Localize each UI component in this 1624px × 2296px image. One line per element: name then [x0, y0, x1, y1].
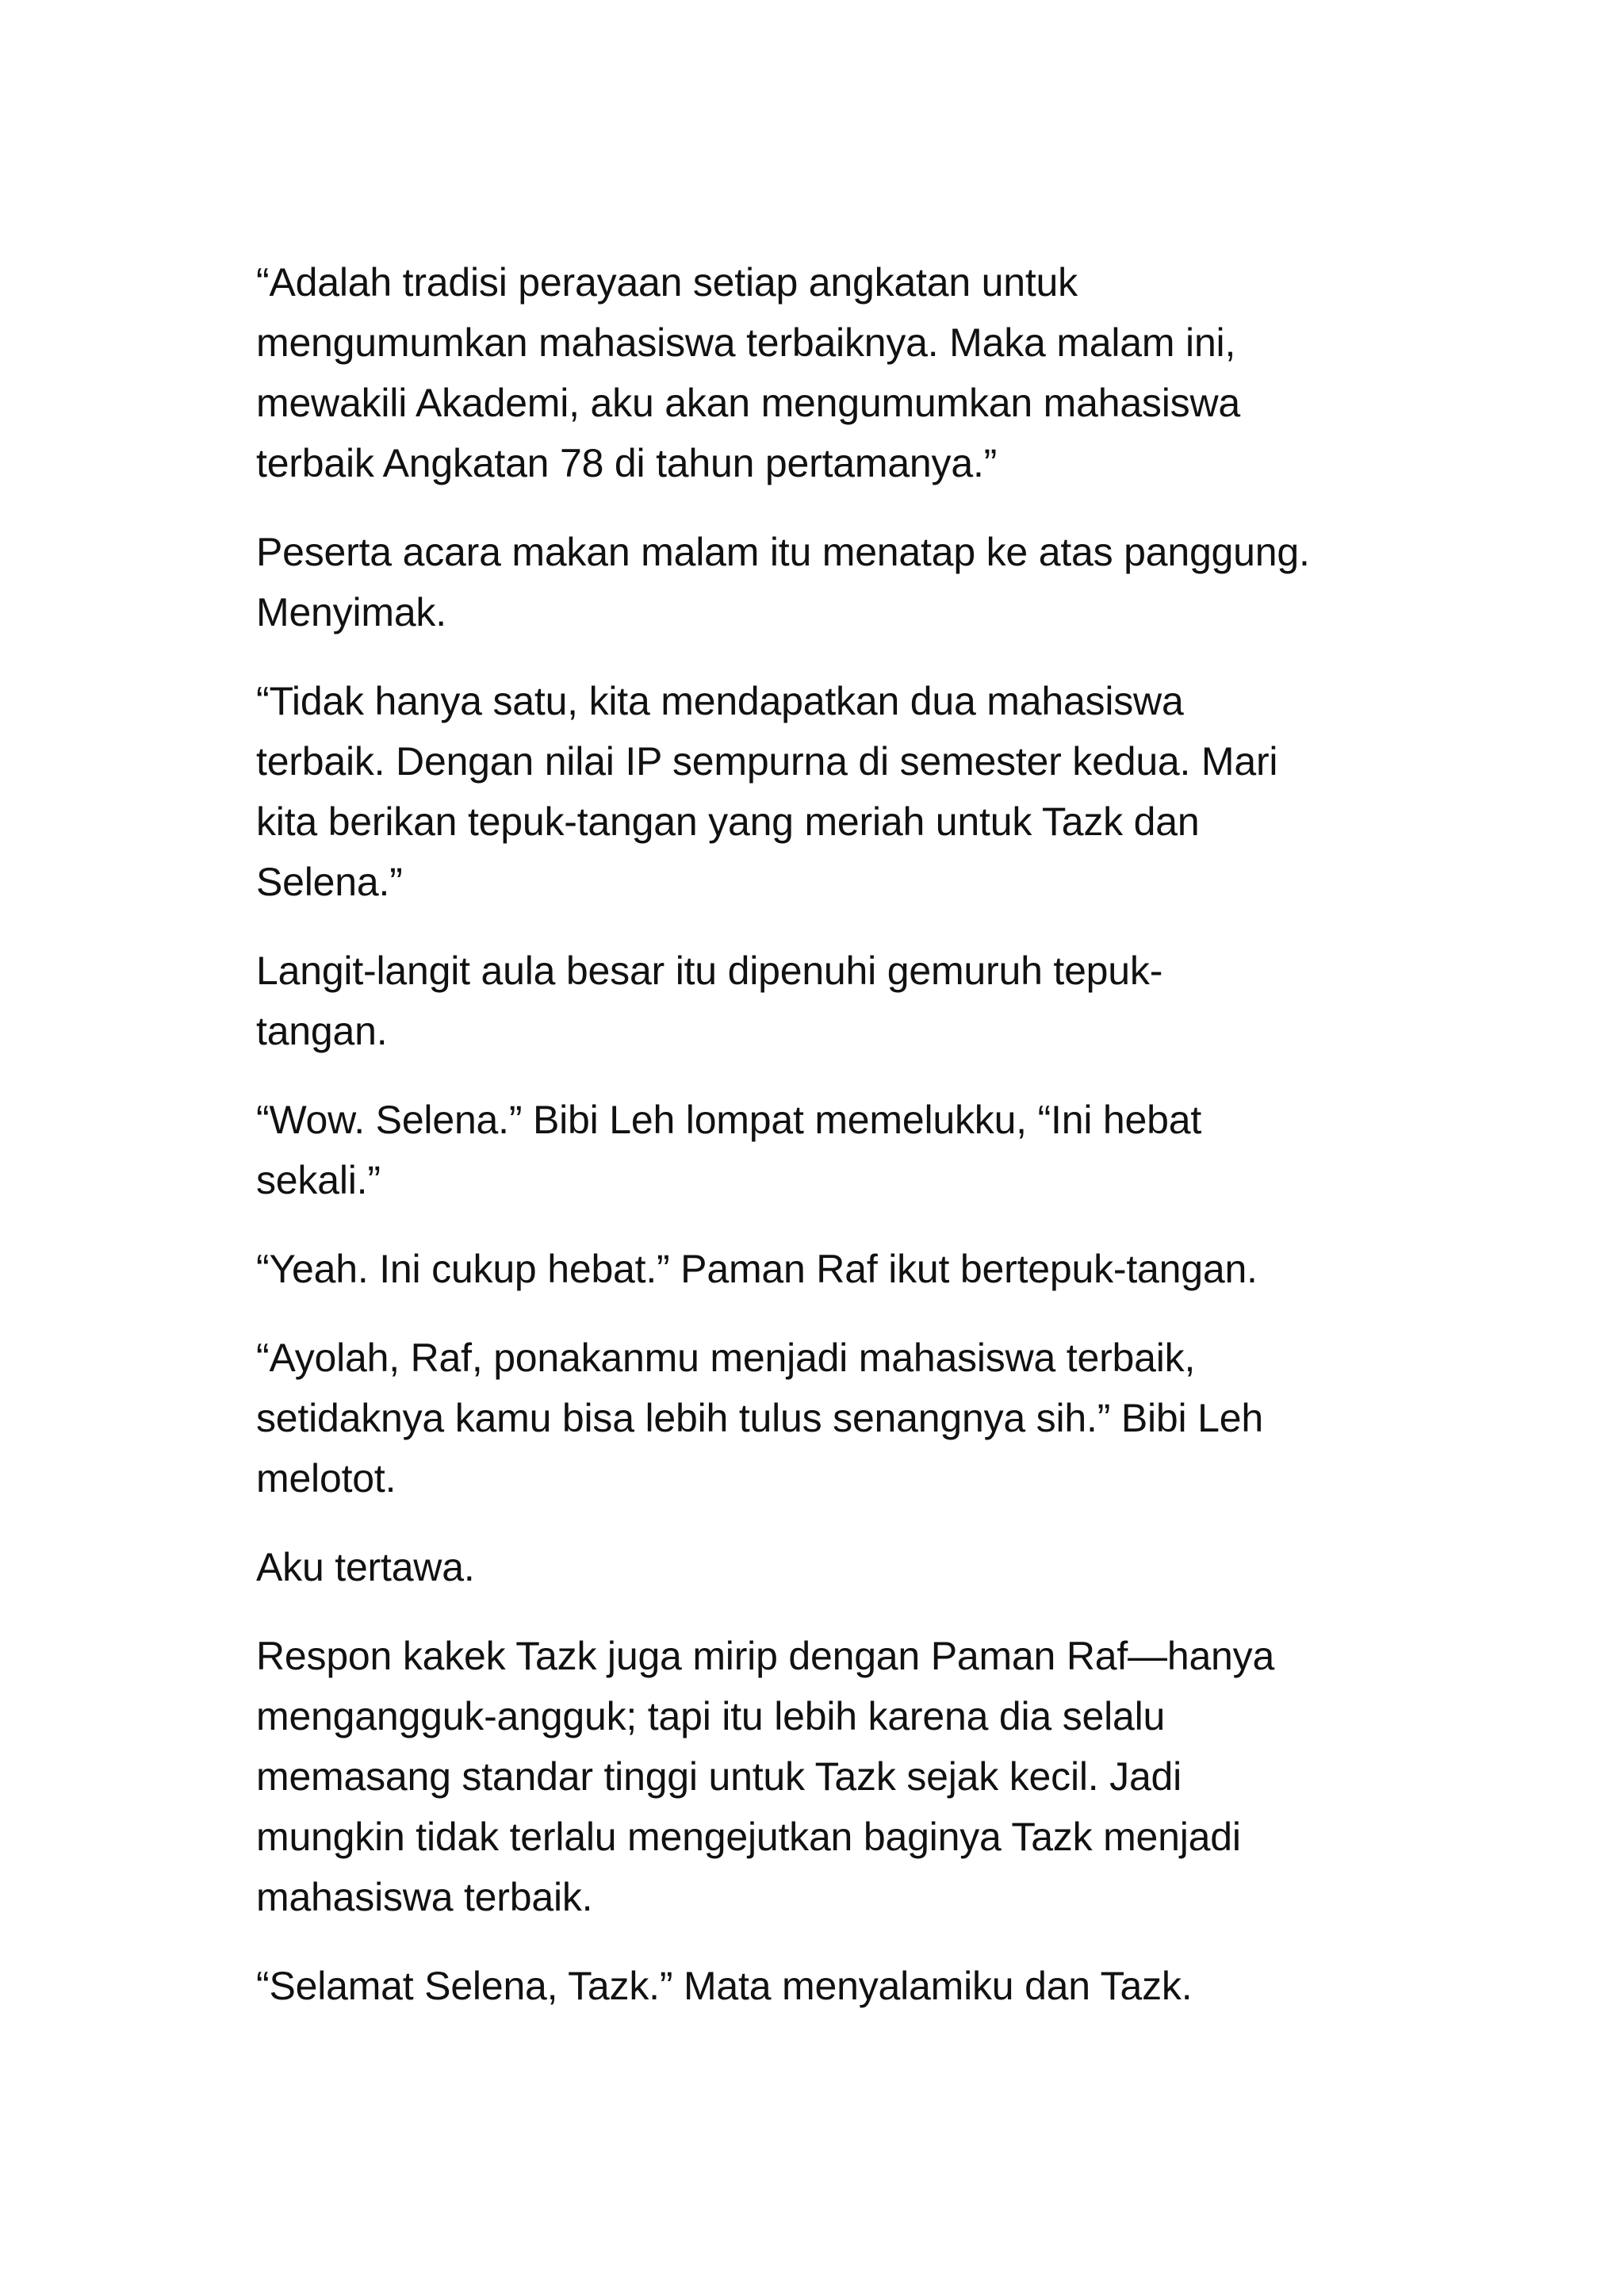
paragraph-8 — [256, 1537, 1382, 1597]
text-line: tangan. — [256, 1009, 388, 1053]
text-line: sekali.” — [256, 1158, 381, 1202]
text-line: “Wow. Selena.” Bibi Leh lompat memelukku, “Ini hebat — [256, 1098, 1202, 1142]
text-line: kita berikan tepuk-tangan yang meriah untuk Tazk dan — [256, 799, 1200, 844]
text-line: mewakili Akademi, aku akan mengumumkan mahasiswa — [256, 381, 1240, 425]
paragraph-1 — [256, 252, 1382, 493]
text-line: memasang standar tinggi untuk Tazk sejak kecil. Jadi — [256, 1754, 1182, 1799]
text-body — [256, 252, 1382, 2045]
text-line: mengumumkan mahasiswa terbaiknya. Maka malam ini, — [256, 320, 1236, 365]
text-line: Respon kakek Tazk juga mirip dengan Paman Raf—hanya — [256, 1634, 1275, 1678]
text-line: Peserta acara makan malam itu menatap ke atas panggung. — [256, 530, 1310, 574]
text-line: “Tidak hanya satu, kita mendapatkan dua mahasiswa — [256, 679, 1184, 723]
text-line: Aku tertawa. — [256, 1545, 475, 1589]
text-line: mungkin tidak terlalu mengejutkan baginya Tazk menjadi — [256, 1815, 1241, 1859]
text-line: terbaik. Dengan nilai IP sempurna di semester kedua. Mari — [256, 739, 1278, 784]
text-line: “Selamat Selena, Tazk.” Mata menyalamiku dan Tazk. — [256, 1964, 1193, 2008]
text-line: “Ayolah, Raf, ponakanmu menjadi mahasiswa terbaik, — [256, 1336, 1196, 1380]
paragraph-9 — [256, 1626, 1382, 1927]
paragraph-4 — [256, 941, 1382, 1061]
text-line: Selena.” — [256, 860, 403, 904]
paragraph-3 — [256, 671, 1382, 912]
text-line: melotot. — [256, 1456, 396, 1501]
text-line: “Adalah tradisi perayaan setiap angkatan untuk — [256, 260, 1078, 305]
paragraph-7 — [256, 1328, 1382, 1508]
text-line: Langit-langit aula besar itu dipenuhi gemuruh tepuk- — [256, 949, 1163, 993]
text-line: “Yeah. Ini cukup hebat.” Paman Raf ikut bertepuk-tangan. — [256, 1247, 1258, 1291]
text-line: mahasiswa terbaik. — [256, 1875, 593, 1919]
paragraph-6 — [256, 1239, 1382, 1299]
text-line: terbaik Angkatan 78 di tahun pertamanya.” — [256, 441, 998, 485]
paragraph-2 — [256, 522, 1382, 642]
paragraph-5 — [256, 1090, 1382, 1210]
text-line: mengangguk-angguk; tapi itu lebih karena dia selalu — [256, 1694, 1166, 1738]
text-line: setidaknya kamu bisa lebih tulus senangnya sih.” Bibi Leh — [256, 1396, 1263, 1440]
paragraph-10 — [256, 1956, 1382, 2016]
text-line: Menyimak. — [256, 590, 446, 634]
